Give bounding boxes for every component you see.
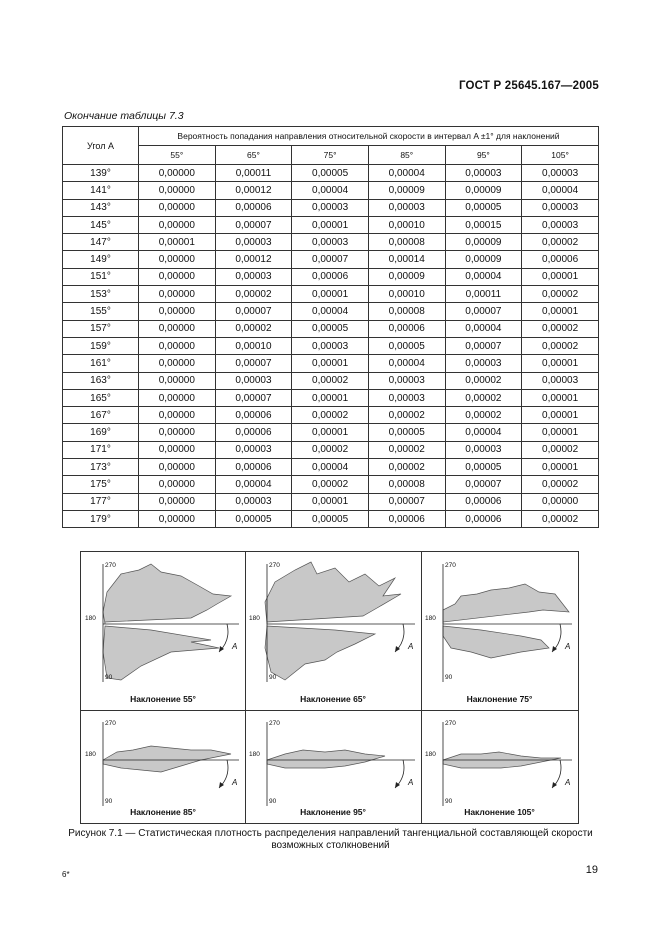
inclination-header: 75° [292, 146, 369, 165]
panel-label: Наклонение 55° [130, 694, 196, 704]
axis-label-270: 270 [269, 562, 280, 569]
probability-cell: 0,00006 [215, 459, 292, 476]
probability-cell: 0,00002 [368, 407, 445, 424]
probability-cell: 0,00006 [445, 493, 522, 510]
probability-cell: 0,00014 [368, 251, 445, 268]
probability-cell: 0,00009 [445, 234, 522, 251]
table-row [63, 199, 599, 216]
probability-cell: 0,00009 [368, 268, 445, 285]
probability-cell: 0,00003 [522, 372, 599, 389]
probability-cell: 0,00001 [292, 424, 369, 441]
angle-cell: 159° [63, 337, 139, 354]
probability-cell: 0,00004 [215, 476, 292, 493]
angle-cell: 153° [63, 286, 139, 303]
density-region [103, 746, 231, 772]
probability-cell: 0,00002 [215, 286, 292, 303]
figure-caption-line2: возможных столкновений [271, 840, 390, 851]
axis-label-270: 270 [445, 720, 456, 727]
angle-label: A [232, 778, 238, 787]
probability-cell: 0,00012 [215, 182, 292, 199]
table-row [63, 424, 599, 441]
page-number: 19 [585, 864, 598, 876]
probability-cell: 0,00015 [445, 216, 522, 233]
probability-cell: 0,00009 [368, 182, 445, 199]
table-row [63, 182, 599, 199]
axis-label-180: 180 [85, 751, 96, 758]
angle-cell: 179° [63, 510, 139, 527]
table-caption: Окончание таблицы 7.3 [64, 110, 184, 122]
probability-cell: 0,00000 [139, 216, 216, 233]
probability-cell: 0,00011 [445, 286, 522, 303]
probability-cell: 0,00000 [139, 510, 216, 527]
probability-cell: 0,00003 [445, 355, 522, 372]
probability-cell: 0,00004 [368, 165, 445, 182]
angle-cell: 177° [63, 493, 139, 510]
probability-cell: 0,00007 [445, 476, 522, 493]
probability-cell: 0,00002 [445, 372, 522, 389]
probability-cell: 0,00000 [139, 303, 216, 320]
polar-panel [81, 710, 246, 823]
probability-cell: 0,00003 [292, 234, 369, 251]
probability-cell: 0,00005 [368, 337, 445, 354]
table-row [63, 355, 599, 372]
axis-label-270: 270 [269, 720, 280, 727]
axis-label-270: 270 [105, 562, 116, 569]
probability-cell: 0,00009 [445, 251, 522, 268]
probability-cell: 0,00002 [522, 510, 599, 527]
probability-cell: 0,00004 [445, 424, 522, 441]
probability-cell: 0,00000 [139, 493, 216, 510]
probability-cell: 0,00001 [522, 389, 599, 406]
probability-cell: 0,00000 [139, 337, 216, 354]
probability-table [62, 126, 599, 528]
probability-cell: 0,00007 [215, 216, 292, 233]
probability-cell: 0,00001 [522, 424, 599, 441]
density-region [443, 584, 569, 658]
probability-cell: 0,00003 [522, 199, 599, 216]
angle-label: A [408, 778, 414, 787]
angle-label: A [232, 642, 238, 651]
table-row [63, 459, 599, 476]
probability-cell: 0,00001 [292, 286, 369, 303]
probability-cell: 0,00006 [215, 199, 292, 216]
angle-cell: 151° [63, 268, 139, 285]
probability-cell: 0,00003 [292, 199, 369, 216]
probability-cell: 0,00007 [215, 389, 292, 406]
probability-cell: 0,00003 [522, 165, 599, 182]
table-row [63, 407, 599, 424]
inclination-header: 85° [368, 146, 445, 165]
table-row [63, 216, 599, 233]
density-plot [245, 552, 421, 710]
probability-cell: 0,00002 [445, 389, 522, 406]
axis-label-90: 90 [105, 674, 113, 681]
probability-cell: 0,00002 [522, 337, 599, 354]
probability-cell: 0,00007 [292, 251, 369, 268]
probability-cell: 0,00002 [522, 441, 599, 458]
axis-label-90: 90 [269, 674, 277, 681]
probability-cell: 0,00002 [368, 441, 445, 458]
table-row [63, 476, 599, 493]
probability-cell: 0,00010 [215, 337, 292, 354]
probability-cell: 0,00004 [522, 182, 599, 199]
probability-cell: 0,00000 [139, 441, 216, 458]
density-region [267, 750, 385, 768]
probability-cell: 0,00004 [292, 182, 369, 199]
angle-label: A [565, 642, 571, 651]
probability-cell: 0,00001 [292, 355, 369, 372]
probability-cell: 0,00000 [139, 355, 216, 372]
probability-cell: 0,00005 [292, 320, 369, 337]
probability-cell: 0,00007 [445, 303, 522, 320]
angle-cell: 141° [63, 182, 139, 199]
probability-cell: 0,00000 [139, 286, 216, 303]
axis-label-180: 180 [425, 751, 436, 758]
probability-cell: 0,00006 [445, 510, 522, 527]
probability-cell: 0,00001 [522, 303, 599, 320]
table-row [63, 251, 599, 268]
angle-cell: 171° [63, 441, 139, 458]
probability-cell: 0,00004 [445, 268, 522, 285]
probability-cell: 0,00002 [522, 234, 599, 251]
probability-cell: 0,00003 [215, 441, 292, 458]
probability-cell: 0,00005 [445, 199, 522, 216]
probability-cell: 0,00007 [368, 493, 445, 510]
density-region [103, 564, 231, 680]
probability-cell: 0,00003 [215, 234, 292, 251]
figure-caption [60, 828, 601, 852]
group-header: Вероятность попадания направления относительной скорости в интервал A ±1° для наклонений [139, 127, 599, 146]
probability-cell: 0,00009 [445, 182, 522, 199]
angle-cell: 169° [63, 424, 139, 441]
probability-cell: 0,00002 [522, 476, 599, 493]
table-row [63, 320, 599, 337]
axis-label-90: 90 [445, 674, 453, 681]
polar-panel [421, 552, 578, 711]
probability-cell: 0,00003 [368, 372, 445, 389]
probability-cell: 0,00003 [522, 216, 599, 233]
angle-cell: 145° [63, 216, 139, 233]
table-row [63, 303, 599, 320]
probability-cell: 0,00003 [215, 493, 292, 510]
figure-caption-line1: Рисунок 7.1 — Статистическая плотность распределения направлений тангенциальной составляющей скорости [68, 828, 593, 839]
axis-label-90: 90 [269, 798, 277, 805]
angle-cell: 155° [63, 303, 139, 320]
probability-cell: 0,00007 [445, 337, 522, 354]
angle-column-header: Угол A [63, 127, 139, 165]
table-row [63, 286, 599, 303]
probability-cell: 0,00001 [522, 355, 599, 372]
panel-label: Наклонение 65° [300, 694, 366, 704]
probability-cell: 0,00000 [139, 320, 216, 337]
probability-cell: 0,00010 [368, 216, 445, 233]
probability-cell: 0,00003 [368, 199, 445, 216]
probability-cell: 0,00000 [139, 199, 216, 216]
probability-cell: 0,00004 [292, 303, 369, 320]
axis-label-180: 180 [425, 615, 436, 622]
polar-panel [421, 710, 578, 823]
polar-panel [245, 552, 422, 711]
probability-cell: 0,00005 [368, 424, 445, 441]
probability-cell: 0,00002 [522, 286, 599, 303]
probability-cell: 0,00000 [139, 268, 216, 285]
probability-cell: 0,00000 [139, 251, 216, 268]
angle-label: A [408, 642, 414, 651]
probability-cell: 0,00008 [368, 303, 445, 320]
probability-cell: 0,00003 [215, 372, 292, 389]
table-row [63, 389, 599, 406]
probability-cell: 0,00001 [139, 234, 216, 251]
angle-cell: 161° [63, 355, 139, 372]
polar-panel [81, 552, 246, 711]
density-plot [81, 552, 245, 710]
table-row [63, 165, 599, 182]
probability-cell: 0,00003 [292, 337, 369, 354]
probability-cell: 0,00005 [445, 459, 522, 476]
probability-cell: 0,00000 [139, 476, 216, 493]
table-row [63, 493, 599, 510]
probability-cell: 0,00001 [522, 459, 599, 476]
probability-cell: 0,00001 [522, 268, 599, 285]
probability-cell: 0,00001 [292, 389, 369, 406]
probability-cell: 0,00008 [368, 234, 445, 251]
figure-7-1 [80, 551, 579, 824]
probability-cell: 0,00006 [368, 510, 445, 527]
density-region [265, 562, 401, 680]
table-row [63, 510, 599, 527]
probability-cell: 0,00002 [522, 320, 599, 337]
axis-label-270: 270 [445, 562, 456, 569]
probability-cell: 0,00006 [368, 320, 445, 337]
inclination-header: 65° [215, 146, 292, 165]
probability-cell: 0,00000 [139, 407, 216, 424]
probability-cell: 0,00006 [215, 424, 292, 441]
probability-cell: 0,00000 [139, 424, 216, 441]
probability-cell: 0,00005 [292, 165, 369, 182]
probability-cell: 0,00003 [215, 268, 292, 285]
panel-label: Наклонение 95° [300, 807, 366, 817]
inclination-header: 95° [445, 146, 522, 165]
probability-cell: 0,00010 [368, 286, 445, 303]
angle-cell: 173° [63, 459, 139, 476]
panel-label: Наклонение 85° [130, 807, 196, 817]
angle-cell: 143° [63, 199, 139, 216]
table-row [63, 268, 599, 285]
axis-label-180: 180 [85, 615, 96, 622]
probability-cell: 0,00002 [445, 407, 522, 424]
angle-cell: 175° [63, 476, 139, 493]
probability-cell: 0,00006 [215, 407, 292, 424]
angle-cell: 139° [63, 165, 139, 182]
probability-cell: 0,00006 [522, 251, 599, 268]
probability-cell: 0,00008 [368, 476, 445, 493]
probability-cell: 0,00004 [368, 355, 445, 372]
probability-cell: 0,00002 [292, 372, 369, 389]
axis-label-180: 180 [249, 615, 260, 622]
table-row [63, 441, 599, 458]
probability-cell: 0,00000 [139, 372, 216, 389]
probability-cell: 0,00003 [445, 441, 522, 458]
probability-cell: 0,00011 [215, 165, 292, 182]
probability-cell: 0,00002 [215, 320, 292, 337]
panel-label: Наклонение 75° [466, 694, 533, 704]
probability-cell: 0,00003 [445, 165, 522, 182]
probability-cell: 0,00012 [215, 251, 292, 268]
table-row [63, 337, 599, 354]
probability-cell: 0,00002 [292, 476, 369, 493]
axis-label-90: 90 [445, 798, 453, 805]
polar-panel [245, 710, 422, 823]
probability-cell: 0,00000 [522, 493, 599, 510]
angle-cell: 165° [63, 389, 139, 406]
probability-cell: 0,00004 [445, 320, 522, 337]
probability-cell: 0,00000 [139, 389, 216, 406]
probability-cell: 0,00007 [215, 303, 292, 320]
inclination-header: 55° [139, 146, 216, 165]
axis-label-90: 90 [105, 798, 113, 805]
axis-label-270: 270 [105, 720, 116, 727]
probability-cell: 0,00007 [215, 355, 292, 372]
probability-cell: 0,00001 [292, 216, 369, 233]
standard-number: ГОСТ Р 25645.167—2005 [458, 80, 599, 92]
probability-cell: 0,00005 [215, 510, 292, 527]
panel-label: Наклонение 105° [464, 807, 535, 817]
probability-cell: 0,00002 [292, 441, 369, 458]
probability-cell: 0,00001 [522, 407, 599, 424]
angle-cell: 167° [63, 407, 139, 424]
probability-cell: 0,00000 [139, 182, 216, 199]
footer-sheet-mark: 6* [62, 870, 70, 879]
angle-cell: 149° [63, 251, 139, 268]
probability-cell: 0,00005 [292, 510, 369, 527]
inclination-header: 105° [522, 146, 599, 165]
density-plot [421, 552, 578, 710]
table-row [63, 372, 599, 389]
angle-cell: 163° [63, 372, 139, 389]
probability-cell: 0,00006 [292, 268, 369, 285]
probability-cell: 0,00001 [292, 493, 369, 510]
angle-label: A [565, 778, 571, 787]
probability-cell: 0,00002 [292, 407, 369, 424]
probability-cell: 0,00003 [368, 389, 445, 406]
probability-cell: 0,00000 [139, 165, 216, 182]
probability-cell: 0,00004 [292, 459, 369, 476]
angle-cell: 147° [63, 234, 139, 251]
probability-cell: 0,00002 [368, 459, 445, 476]
probability-cell: 0,00000 [139, 459, 216, 476]
table-row [63, 234, 599, 251]
axis-label-180: 180 [249, 751, 260, 758]
angle-cell: 157° [63, 320, 139, 337]
